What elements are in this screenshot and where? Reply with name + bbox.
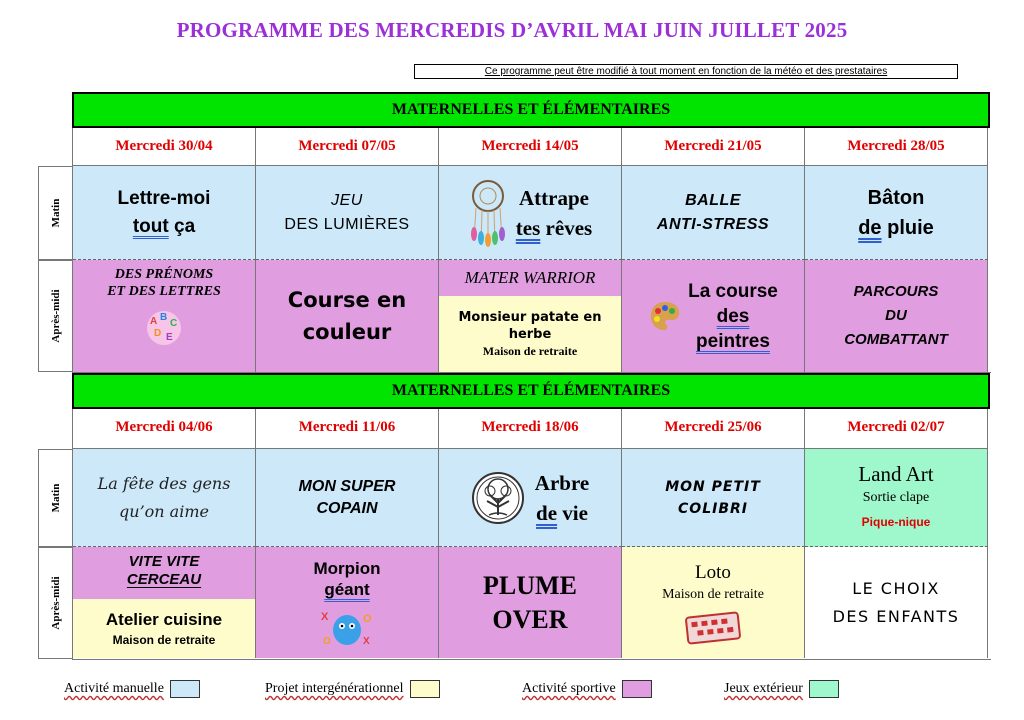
day-header: Mercredi 30/04 — [73, 128, 256, 166]
activity-cell: LE CHOIX DES ENFANTS — [805, 547, 988, 658]
legend-item: Jeux extérieur — [724, 680, 839, 698]
activity-cell: Loto Maison de retraite — [622, 547, 805, 658]
svg-text:X: X — [321, 610, 329, 623]
activity-cell: BALLE ANTI-STRESS — [622, 166, 805, 260]
apres-midi-row — [72, 260, 991, 373]
day-header: Mercredi 28/05 — [805, 128, 988, 166]
activity-cell: Attrape tes rêves — [439, 166, 622, 260]
activity-cell: PARCOURS DU COMBATTANT — [805, 260, 988, 372]
tree-of-life-icon — [471, 471, 525, 525]
row-label-matin: Matin — [38, 449, 72, 547]
activity-cell: Course en couleur — [256, 260, 439, 372]
tictactoe-icon — [319, 606, 375, 648]
activity-cell: La course des peintres — [622, 260, 805, 372]
day-header-row — [72, 128, 991, 166]
legend-swatch — [809, 680, 839, 698]
svg-text:X: X — [363, 635, 370, 647]
activity-cell: Morpion géant X O O X — [256, 547, 439, 658]
activity-cell-split — [73, 547, 256, 658]
activity-cell: La fête des gens qu’on aime — [73, 449, 256, 547]
activity-cell: Lettre-moi tout ça — [73, 166, 256, 260]
svg-text:D: D — [154, 328, 162, 339]
section-band: MATERNELLES ET ÉLÉMENTAIRES — [72, 373, 990, 409]
row-label-matin: Matin — [38, 166, 72, 260]
svg-text:A: A — [150, 316, 158, 327]
activity-bottom: Atelier cuisine Maison de retraite — [73, 599, 255, 658]
schedule-block-1 — [38, 92, 990, 374]
legend-item: Activité manuelle — [64, 680, 200, 698]
matin-row — [72, 449, 991, 547]
row-label-apres-midi: Après-midi — [38, 260, 72, 372]
day-header: Mercredi 14/05 — [439, 128, 622, 166]
day-header: Mercredi 25/06 — [622, 409, 805, 449]
day-header: Mercredi 11/06 — [256, 409, 439, 449]
activity-cell: Bâton de pluie — [805, 166, 988, 260]
dreamcatcher-icon — [468, 178, 508, 248]
notice-box: Ce programme peut être modifié à tout moment en fonction de la météo et des prestataires — [414, 64, 958, 79]
svg-text:O: O — [323, 635, 331, 647]
legend-swatch — [622, 680, 652, 698]
legend-swatch — [170, 680, 200, 698]
activity-cell: Land Art Sortie clape Pique-nique — [805, 449, 988, 547]
day-header: Mercredi 07/05 — [256, 128, 439, 166]
svg-text:B: B — [160, 312, 168, 323]
letters-ball-icon — [142, 308, 186, 348]
day-header: Mercredi 18/06 — [439, 409, 622, 449]
section-band: MATERNELLES ET ÉLÉMENTAIRES — [72, 92, 990, 128]
row-label-apres-midi: Après-midi — [38, 547, 72, 659]
legend-swatch — [410, 680, 440, 698]
legend-item: Activité sportive — [522, 680, 652, 698]
day-header-row — [72, 409, 991, 449]
legend-item: Projet intergénérationnel — [265, 680, 440, 698]
loto-card-icon — [683, 611, 743, 645]
page-title: PROGRAMME DES MERCREDIS D’AVRIL MAI JUIN JUILLET 2025 — [176, 18, 848, 42]
palette-icon — [648, 299, 682, 333]
svg-text:C: C — [170, 318, 178, 329]
schedule-block-2 — [38, 373, 990, 663]
activity-cell-split — [439, 260, 622, 372]
svg-text:E: E — [166, 332, 173, 343]
matin-row — [72, 166, 991, 260]
activity-top: MATER WARRIOR — [439, 260, 621, 297]
activity-cell: MON PETIT COLIBRI — [622, 449, 805, 547]
activity-cell: JEU DES LUMIÈRES — [256, 166, 439, 260]
activity-cell: PLUME OVER — [439, 547, 622, 658]
activity-bottom: Monsieur patate en herbe Maison de retraite — [439, 296, 621, 372]
svg-text:O: O — [363, 612, 372, 625]
activity-cell: MON SUPER COPAIN — [256, 449, 439, 547]
day-header: Mercredi 04/06 — [73, 409, 256, 449]
day-header: Mercredi 21/05 — [622, 128, 805, 166]
activity-top: VITE VITE CERCEAU — [73, 547, 255, 599]
activity-cell: Arbre de vie — [439, 449, 622, 547]
activity-cell: DES PRÉNOMS ET DES LETTRES A B C D E — [73, 260, 256, 372]
day-header: Mercredi 02/07 — [805, 409, 988, 449]
apres-midi-row — [72, 547, 991, 660]
